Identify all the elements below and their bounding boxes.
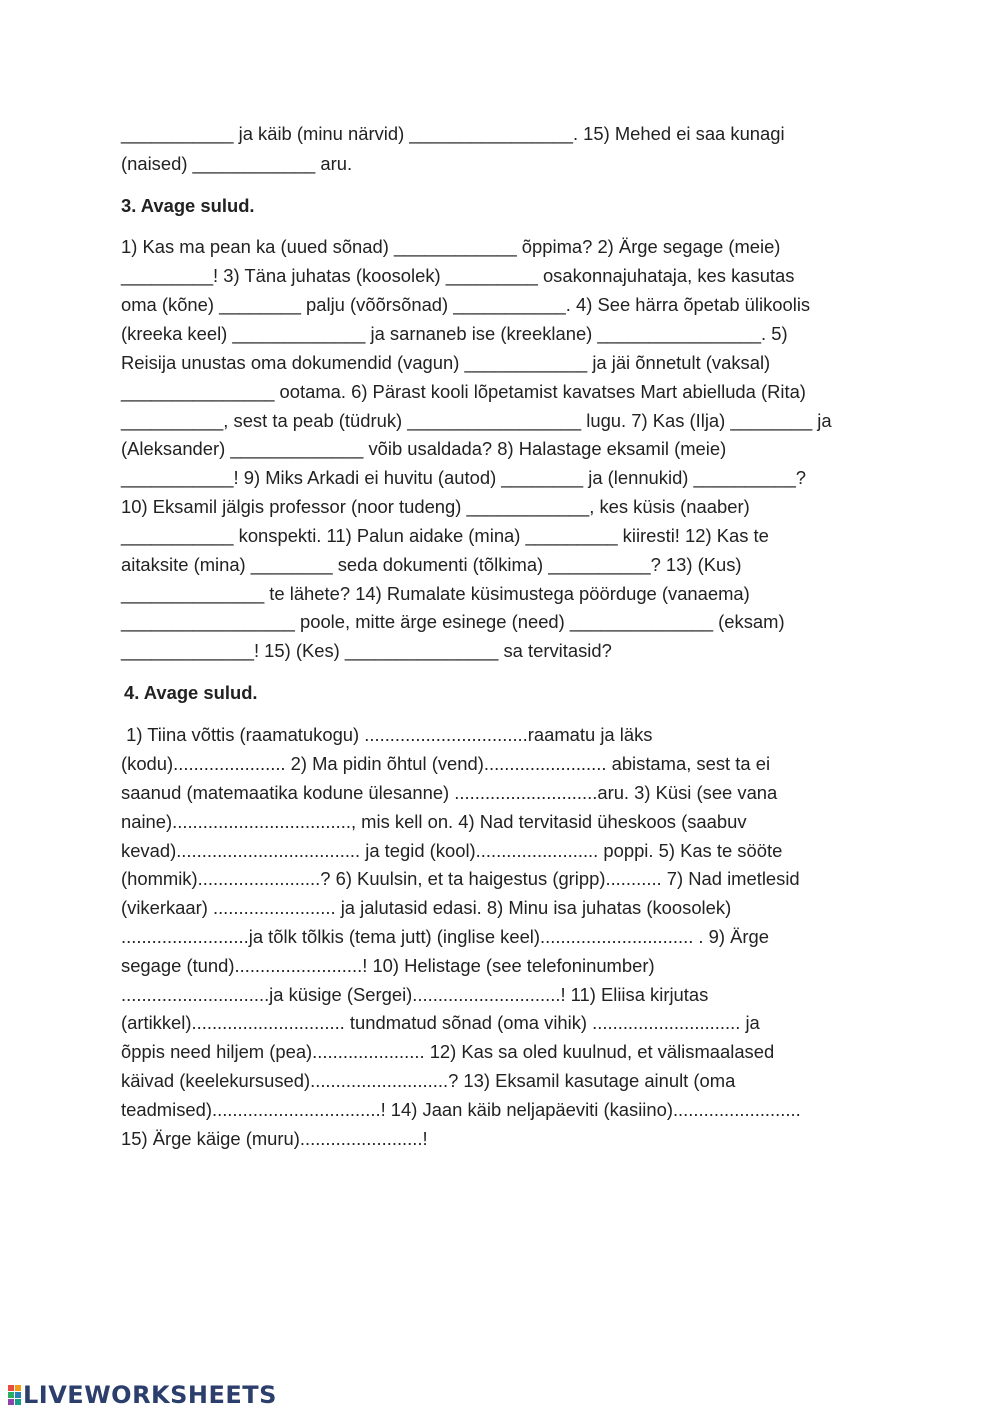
logo-square — [8, 1399, 14, 1405]
section-3-line: _________________ poole, mitte ärge esinege (need) ______________ (eksam) — [121, 611, 785, 632]
section-4-line: õppis need hiljem (pea)...................... 12) Kas sa oled kuulnud, et välismaalased — [121, 1041, 775, 1062]
section-3-line: __________, sest ta peab (tüdruk) _________________ lugu. 7) Kas (Ilja) ________ ja — [121, 410, 832, 431]
section-3-line: (Aleksander) _____________ võib usaldada? 8) Halastage eksamil (meie) — [121, 438, 727, 459]
section-4-line: .........................ja tõlk tõlkis (tema jutt) (inglise keel).............................. . 9) Ärge — [121, 926, 769, 947]
section-3-heading: 3. Avage sulud. — [121, 195, 255, 216]
section-4-line: 15) Ärge käige (muru)........................! — [121, 1128, 428, 1149]
section-3-line: oma (kõne) ________ palju (võõrsõnad) ___________. 4) See härra õpetab ülikoolis — [121, 294, 811, 315]
section-2-line: ___________ ja käib (minu närvid) ________________. 15) Mehed ei saa kunagi — [121, 123, 785, 144]
section-3-line: _______________ ootama. 6) Pärast kooli lõpetamist kavatses Mart abielluda (Rita) — [121, 381, 806, 402]
section-4-line: .............................ja küsige (Sergei).............................! 11) Eliisa kirjutas — [121, 984, 709, 1005]
logo-text: LIVEWORKSHEETS — [23, 1381, 277, 1409]
logo-square — [8, 1392, 14, 1398]
section-3-line: aitaksite (mina) ________ seda dokumenti (tõlkima) __________? 13) (Kus) — [121, 554, 742, 575]
section-3-line: 1) Kas ma pean ka (uued sõnad) ____________ õppima? 2) Ärge segage (meie) — [121, 236, 781, 257]
section-4-line: kevad).................................... ja tegid (kool)........................ poppi. 5) Kas te sööte — [121, 840, 783, 861]
section-4-line: segage (tund).........................! 10) Helistage (see telefoninumber) — [121, 955, 655, 976]
logo-square — [15, 1392, 21, 1398]
section-4-line: teadmised).................................! 14) Jaan käib neljapäeviti (kasiino)......................... — [121, 1099, 801, 1120]
section-3-line: _________! 3) Täna juhatas (koosolek) _________ osakonnajuhataja, kes kasutas — [121, 265, 795, 286]
section-4-line: (artikkel).............................. tundmatud sõnad (oma vihik) ............................. ja — [121, 1012, 760, 1033]
section-4-heading: 4. Avage sulud. — [124, 682, 258, 703]
logo-square — [8, 1385, 14, 1391]
liveworksheets-logo-icon — [8, 1385, 21, 1405]
section-3-line: ___________! 9) Miks Arkadi ei huvitu (autod) ________ ja (lennukid) __________? — [121, 467, 807, 488]
section-4-line: (kodu)...................... 2) Ma pidin õhtul (vend)........................ abistama, sest ta ei — [121, 753, 771, 774]
section-3-line: Reisija unustas oma dokumendid (vagun) ____________ ja jäi õnnetult (vaksal) — [121, 352, 771, 373]
section-4-line: käivad (keelekursused)...........................? 13) Eksamil kasutage ainult (oma — [121, 1070, 736, 1091]
section-3-line: (kreeka keel) _____________ ja sarnaneb ise (kreeklane) ________________. 5) — [121, 323, 788, 344]
section-3-line: 10) Eksamil jälgis professor (noor tudeng) ____________, kes küsis (naaber) — [121, 496, 750, 517]
section-4-line: 1) Tiina võttis (raamatukogu) ................................raamatu ja läks — [121, 724, 653, 745]
section-4-line: naine)..................................., mis kell on. 4) Nad tervitasid üheskoos (saabuv — [121, 811, 747, 832]
liveworksheets-logo[interactable] — [8, 1381, 277, 1409]
section-4-line: saanud (matemaatika kodune ülesanne) ............................aru. 3) Küsi (see vana — [121, 782, 778, 803]
section-3-line: _____________! 15) (Kes) _______________ sa tervitasid? — [121, 640, 612, 661]
section-4-line: (hommik)........................? 6) Kuulsin, et ta haigestus (gripp)........... 7) Nad imetlesid — [121, 868, 800, 889]
section-3-line: ______________ te lähete? 14) Rumalate küsimustega pöörduge (vanaema) — [121, 583, 750, 604]
logo-square — [15, 1399, 21, 1405]
section-2-line: (naised) ____________ aru. — [121, 153, 353, 174]
logo-square — [15, 1385, 21, 1391]
section-4-line: (vikerkaar) ........................ ja jalutasid edasi. 8) Minu isa juhatas (koosolek) — [121, 897, 732, 918]
section-3-line: ___________ konspekti. 11) Palun aidake (mina) _________ kiiresti! 12) Kas te — [121, 525, 769, 546]
